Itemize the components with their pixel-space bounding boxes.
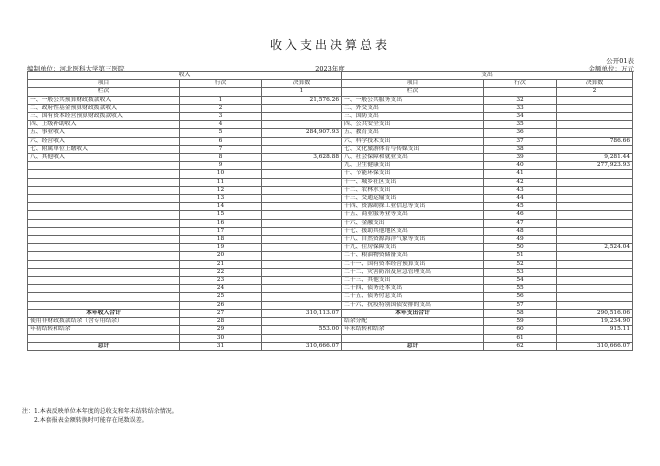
- income-line-cell: 18: [180, 236, 262, 244]
- income-item-cell: 七、附属单位上缴收入: [28, 145, 180, 153]
- income-column-label: 栏次: [28, 88, 180, 96]
- income-amount-cell: [262, 219, 342, 227]
- expense-item-cell: 二十二、灾害防治及应急管理支出: [342, 268, 484, 276]
- income-amount-cell: [262, 145, 342, 153]
- unit-label: 金额单位：万元: [588, 65, 634, 73]
- table-row: [28, 227, 633, 235]
- table-row: [28, 326, 633, 334]
- income-line-cell: 15: [180, 211, 262, 219]
- table-row: [28, 285, 633, 293]
- expense-line-cell: 46: [484, 211, 557, 219]
- income-amount-cell: [262, 293, 342, 301]
- expense-item-cell: 二十、粮油物资储备支出: [342, 252, 484, 260]
- expense-column-number: 2: [557, 88, 633, 96]
- table-row: [28, 342, 633, 350]
- expense-amount-cell: [557, 145, 633, 153]
- expense-item-cell: 七、文化旅游体育与传媒支出: [342, 145, 484, 153]
- expense-line-cell: 54: [484, 277, 557, 285]
- table-row: [28, 121, 633, 129]
- table-row: [28, 252, 633, 260]
- expense-line-cell: 61: [484, 334, 557, 342]
- expense-line-cell: 53: [484, 268, 557, 276]
- income-line-cell: 30: [180, 334, 262, 342]
- expense-line-cell: 35: [484, 121, 557, 129]
- expense-line-header: 行次: [484, 80, 557, 88]
- expense-line-cell: 50: [484, 244, 557, 252]
- income-line-cell: 6: [180, 137, 262, 145]
- income-line-cell: 29: [180, 326, 262, 334]
- income-item-cell: 四、上级补助收入: [28, 121, 180, 129]
- income-line-cell: 14: [180, 203, 262, 211]
- expense-amount-cell: [557, 186, 633, 194]
- expense-line-cell: 58: [484, 309, 557, 317]
- income-line-cell: 5: [180, 129, 262, 137]
- income-item-cell: 总计: [28, 342, 180, 350]
- expense-item-cell: 十一、城乡社区支出: [342, 178, 484, 186]
- report-title: 收入支出决算总表: [269, 38, 390, 52]
- income-amount-cell: [262, 162, 342, 170]
- table-row: [28, 203, 633, 211]
- expense-amount-cell: [557, 219, 633, 227]
- income-item-cell: [28, 195, 180, 203]
- expense-item-cell: 二十四、债务还本支出: [342, 285, 484, 293]
- expense-header: 支出: [342, 72, 633, 80]
- income-item-cell: [28, 285, 180, 293]
- expense-amount-cell: [557, 178, 633, 186]
- expense-line-cell: 59: [484, 318, 557, 326]
- income-item-cell: [28, 211, 180, 219]
- expense-item-cell: 十七、援助其他地区支出: [342, 227, 484, 235]
- table-row: [28, 211, 633, 219]
- expense-item-cell: 四、公共安全支出: [342, 121, 484, 129]
- table-row: [28, 244, 633, 252]
- income-amount-cell: [262, 195, 342, 203]
- income-amount-cell: [262, 227, 342, 235]
- income-amount-cell: [262, 301, 342, 309]
- income-header: 收入: [28, 72, 342, 80]
- table-row: [28, 277, 633, 285]
- expense-item-cell: 十三、交通运输支出: [342, 195, 484, 203]
- income-line-cell: 19: [180, 244, 262, 252]
- table-row: [28, 186, 633, 194]
- table-row: [28, 113, 633, 121]
- expense-line-cell: 48: [484, 227, 557, 235]
- income-amount-cell: [262, 186, 342, 194]
- income-amount-cell: [262, 334, 342, 342]
- income-line-cell: 26: [180, 301, 262, 309]
- expense-amount-cell: 2,524.04: [557, 244, 633, 252]
- income-item-cell: 一、一般公共预算财政拨款收入: [28, 96, 180, 104]
- expense-amount-cell: [557, 113, 633, 121]
- expense-amount-cell: [557, 236, 633, 244]
- expense-line-cell: 41: [484, 170, 557, 178]
- income-item-cell: 三、国有资本经营预算财政拨款收入: [28, 113, 180, 121]
- table-row: [28, 129, 633, 137]
- income-amount-cell: [262, 252, 342, 260]
- org-label: 编制单位：河北医科大学第三医院: [27, 65, 125, 73]
- income-item-cell: [28, 301, 180, 309]
- income-item-cell: 二、政府性基金预算财政拨款收入: [28, 104, 180, 112]
- table-row: [28, 137, 633, 145]
- expense-item-cell: 六、科学技术支出: [342, 137, 484, 145]
- income-item-cell: [28, 170, 180, 178]
- expense-amount-cell: 310,666.07: [557, 342, 633, 350]
- expense-item-cell: 三、国防支出: [342, 113, 484, 121]
- income-amount-cell: 553.00: [262, 326, 342, 334]
- expense-line-cell: 52: [484, 260, 557, 268]
- table-row: [28, 162, 633, 170]
- income-item-cell: [28, 186, 180, 194]
- income-column-number: 1: [262, 88, 342, 96]
- income-item-cell: [28, 260, 180, 268]
- expense-line-cell: 62: [484, 342, 557, 350]
- expense-amount-cell: [557, 121, 633, 129]
- income-amount-cell: [262, 137, 342, 145]
- expense-amount-cell: 786.66: [557, 137, 633, 145]
- income-amount-cell: [262, 268, 342, 276]
- income-line-cell: 16: [180, 219, 262, 227]
- expense-line-cell: 45: [484, 203, 557, 211]
- income-item-cell: [28, 268, 180, 276]
- income-item-cell: [28, 178, 180, 186]
- income-amount-cell: [262, 203, 342, 211]
- expense-amount-cell: 9,281.44: [557, 154, 633, 162]
- income-line-cell: 2: [180, 104, 262, 112]
- income-amount-cell: 3,628.88: [262, 154, 342, 162]
- expense-item-cell: 结余分配: [342, 318, 484, 326]
- section-header-row: [28, 72, 633, 80]
- income-line-header: 行次: [180, 80, 262, 88]
- income-item-cell: [28, 293, 180, 301]
- income-amount-cell: [262, 104, 342, 112]
- expense-line-cell: 44: [484, 195, 557, 203]
- expense-item-cell: 一、一般公共服务支出: [342, 96, 484, 104]
- expense-line-cell: 37: [484, 137, 557, 145]
- expense-column-blank: [484, 88, 557, 96]
- expense-item-cell: [342, 334, 484, 342]
- table-row: [28, 104, 633, 112]
- income-line-cell: 9: [180, 162, 262, 170]
- expense-item-cell: 十四、资源勘探工业信息等支出: [342, 203, 484, 211]
- income-item-cell: 年初结转和结余: [28, 326, 180, 334]
- income-line-cell: 12: [180, 186, 262, 194]
- income-amount-header: 决算数: [262, 80, 342, 88]
- expense-amount-cell: [557, 170, 633, 178]
- income-item-cell: 六、经营收入: [28, 137, 180, 145]
- expense-amount-cell: 290,516.06: [557, 309, 633, 317]
- expense-line-cell: 43: [484, 186, 557, 194]
- income-item-cell: [28, 203, 180, 211]
- expense-item-cell: 总计: [342, 342, 484, 350]
- table-row: [28, 96, 633, 104]
- income-amount-cell: [262, 121, 342, 129]
- expense-amount-cell: [557, 268, 633, 276]
- income-item-cell: [28, 334, 180, 342]
- income-expense-table: [27, 71, 633, 351]
- income-line-cell: 24: [180, 285, 262, 293]
- income-line-cell: 23: [180, 277, 262, 285]
- income-item-cell: [28, 252, 180, 260]
- table-row: [28, 260, 633, 268]
- income-item-cell: [28, 244, 180, 252]
- expense-line-cell: 49: [484, 236, 557, 244]
- income-line-cell: 7: [180, 145, 262, 153]
- income-amount-cell: [262, 244, 342, 252]
- expense-line-cell: 34: [484, 113, 557, 121]
- expense-amount-cell: [557, 96, 633, 104]
- table-row: [28, 309, 633, 317]
- income-line-cell: 31: [180, 342, 262, 350]
- table-row: [28, 219, 633, 227]
- expense-amount-cell: 915.11: [557, 326, 633, 334]
- income-line-cell: 1: [180, 96, 262, 104]
- income-item-cell: 五、事业收入: [28, 129, 180, 137]
- income-amount-cell: [262, 236, 342, 244]
- expense-amount-header: 决算数: [557, 80, 633, 88]
- table-row: [28, 195, 633, 203]
- income-amount-cell: [262, 260, 342, 268]
- income-item-cell: 八、其他收入: [28, 154, 180, 162]
- table-row: [28, 268, 633, 276]
- income-line-cell: 27: [180, 309, 262, 317]
- income-amount-cell: [262, 113, 342, 121]
- expense-amount-cell: 277,923.93: [557, 162, 633, 170]
- income-line-cell: 22: [180, 268, 262, 276]
- expense-item-cell: 二十三、其他支出: [342, 277, 484, 285]
- expense-amount-cell: [557, 277, 633, 285]
- expense-line-cell: 57: [484, 301, 557, 309]
- income-item-cell: 使用非财政拨款结余（含专用结余）: [28, 318, 180, 326]
- expense-line-cell: 55: [484, 285, 557, 293]
- expense-line-cell: 60: [484, 326, 557, 334]
- income-item-cell: [28, 227, 180, 235]
- income-amount-cell: [262, 211, 342, 219]
- expense-column-label: 栏次: [342, 88, 484, 96]
- expense-amount-cell: [557, 293, 633, 301]
- expense-item-cell: 十五、商业服务业等支出: [342, 211, 484, 219]
- expense-item-cell: 年末结转和结余: [342, 326, 484, 334]
- expense-line-cell: 39: [484, 154, 557, 162]
- income-item-cell: 本年收入合计: [28, 309, 180, 317]
- expense-item-cell: 十八、自然资源海洋气象等支出: [342, 236, 484, 244]
- income-amount-cell: 21,576.26: [262, 96, 342, 104]
- table-row: [28, 236, 633, 244]
- expense-line-cell: 33: [484, 104, 557, 112]
- column-index-row: [28, 88, 633, 96]
- income-line-cell: 25: [180, 293, 262, 301]
- expense-item-header: 项目: [342, 80, 484, 88]
- expense-item-cell: 本年支出合计: [342, 309, 484, 317]
- expense-item-cell: 二十一、国有资本经营预算支出: [342, 260, 484, 268]
- expense-item-cell: 二、外交支出: [342, 104, 484, 112]
- expense-amount-cell: 19,234.90: [557, 318, 633, 326]
- income-line-cell: 20: [180, 252, 262, 260]
- expense-item-cell: 十、节能环保支出: [342, 170, 484, 178]
- expense-item-cell: 二十六、抗疫特别国债安排的支出: [342, 301, 484, 309]
- expense-amount-cell: [557, 301, 633, 309]
- income-line-cell: 3: [180, 113, 262, 121]
- expense-item-cell: 二十五、债务付息支出: [342, 293, 484, 301]
- income-line-cell: 28: [180, 318, 262, 326]
- income-line-cell: 13: [180, 195, 262, 203]
- table-row: [28, 154, 633, 162]
- income-amount-cell: [262, 170, 342, 178]
- expense-amount-cell: [557, 285, 633, 293]
- income-amount-cell: 310,666.07: [262, 342, 342, 350]
- income-line-cell: 17: [180, 227, 262, 235]
- expense-item-cell: 十九、住房保障支出: [342, 244, 484, 252]
- income-item-header: 项目: [28, 80, 180, 88]
- footnotes: [22, 407, 178, 425]
- income-item-cell: [28, 162, 180, 170]
- expense-amount-cell: [557, 252, 633, 260]
- expense-amount-cell: [557, 104, 633, 112]
- expense-amount-cell: [557, 195, 633, 203]
- expense-line-cell: 32: [484, 96, 557, 104]
- expense-line-cell: 36: [484, 129, 557, 137]
- income-item-cell: [28, 277, 180, 285]
- expense-amount-cell: [557, 203, 633, 211]
- income-line-cell: 21: [180, 260, 262, 268]
- expense-line-cell: 56: [484, 293, 557, 301]
- expense-amount-cell: [557, 211, 633, 219]
- expense-line-cell: 47: [484, 219, 557, 227]
- expense-item-cell: 十二、农林水支出: [342, 186, 484, 194]
- income-line-cell: 4: [180, 121, 262, 129]
- expense-amount-cell: [557, 334, 633, 342]
- income-amount-cell: [262, 285, 342, 293]
- expense-amount-cell: [557, 260, 633, 268]
- table-row: [28, 178, 633, 186]
- income-column-blank: [180, 88, 262, 96]
- expense-line-cell: 38: [484, 145, 557, 153]
- table-row: [28, 301, 633, 309]
- form-number: 公开01表: [606, 57, 634, 65]
- income-line-cell: 11: [180, 178, 262, 186]
- year-label: 2023年度: [315, 65, 345, 73]
- table-row: [28, 293, 633, 301]
- expense-line-cell: 40: [484, 162, 557, 170]
- expense-item-cell: 九、卫生健康支出: [342, 162, 484, 170]
- table-row: [28, 170, 633, 178]
- expense-item-cell: 五、教育支出: [342, 129, 484, 137]
- expense-amount-cell: [557, 129, 633, 137]
- income-item-cell: [28, 219, 180, 227]
- column-header-row: [28, 80, 633, 88]
- income-item-cell: [28, 236, 180, 244]
- table-row: [28, 334, 633, 342]
- income-amount-cell: [262, 178, 342, 186]
- expense-line-cell: 42: [484, 178, 557, 186]
- expense-line-cell: 51: [484, 252, 557, 260]
- income-amount-cell: 310,113.07: [262, 309, 342, 317]
- expense-item-cell: 八、社会保障和就业支出: [342, 154, 484, 162]
- income-line-cell: 10: [180, 170, 262, 178]
- table-row: [28, 318, 633, 326]
- table-row: [28, 145, 633, 153]
- expense-amount-cell: [557, 227, 633, 235]
- income-amount-cell: [262, 318, 342, 326]
- income-amount-cell: [262, 277, 342, 285]
- income-line-cell: 8: [180, 154, 262, 162]
- income-amount-cell: 284,907.93: [262, 129, 342, 137]
- footnote-2: 2.本套报表金额转换时可能存在尾数误差。: [34, 417, 148, 424]
- expense-item-cell: 十六、金融支出: [342, 219, 484, 227]
- footnote-1: 注：1.本表反映单位本年度的总收支和年末结转结余情况。: [22, 408, 178, 415]
